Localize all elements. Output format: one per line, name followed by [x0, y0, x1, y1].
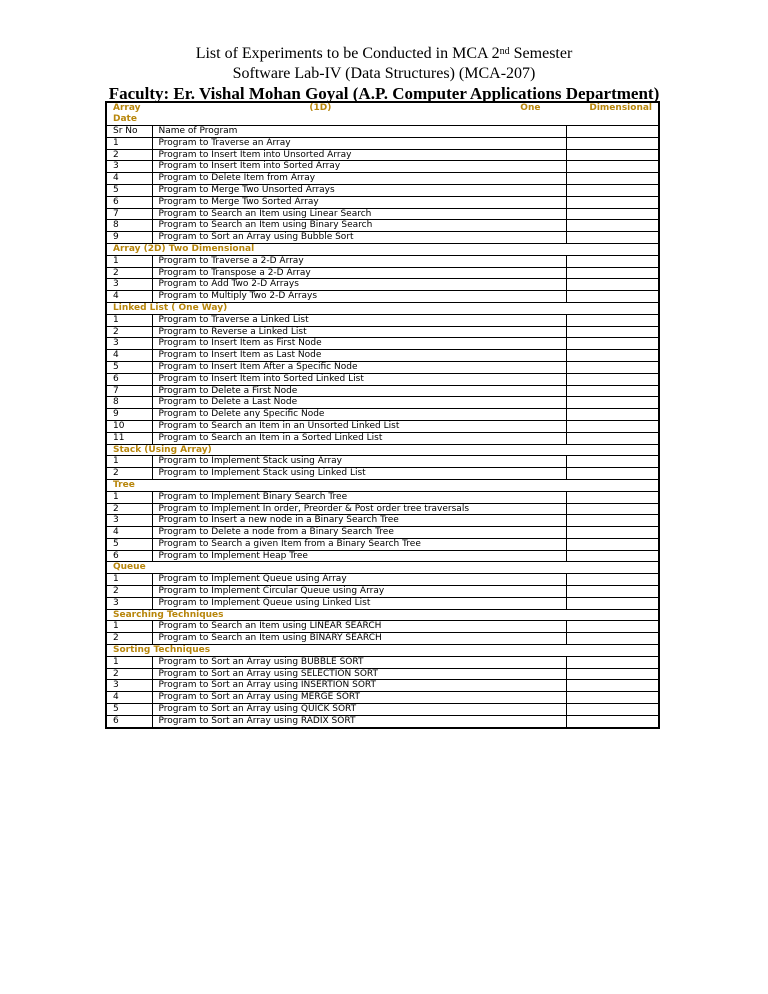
date-cell — [566, 361, 659, 373]
table-row — [106, 491, 659, 503]
table-row — [106, 173, 659, 185]
table-row — [106, 515, 659, 527]
program-name-cell: Program to Multiply Two 2-D Arrays — [152, 291, 566, 303]
table-row — [106, 397, 659, 409]
date-cell — [566, 656, 659, 668]
program-name-cell: Program to Delete Item from Array — [152, 173, 566, 185]
date-cell — [566, 550, 659, 562]
table-row — [106, 468, 659, 480]
sr-no-cell: 6 — [106, 373, 152, 385]
table-row — [106, 527, 659, 539]
sr-no-cell: 3 — [106, 279, 152, 291]
program-name-cell: Program to Search an Item using Linear Search — [152, 208, 566, 220]
section-title: Linked List ( One Way) — [106, 302, 659, 314]
program-name-cell: Program to Insert Item into Sorted Array — [152, 161, 566, 173]
section-title: Sorting Techniques — [106, 645, 659, 657]
table-row — [106, 267, 659, 279]
program-name-cell: Program to Search an Item in a Sorted Linked List — [152, 432, 566, 444]
date-cell — [566, 420, 659, 432]
column-header-name: Name of Program — [152, 126, 566, 138]
date-cell — [566, 373, 659, 385]
column-header-blank — [566, 126, 659, 138]
table-row — [106, 373, 659, 385]
date-cell — [566, 173, 659, 185]
title-line-3: Faculty: Er. Vishal Mohan Goyal (A.P. Computer Applications Department) — [108, 84, 660, 103]
sr-no-cell: 4 — [106, 173, 152, 185]
date-cell — [566, 267, 659, 279]
table-row — [106, 314, 659, 326]
table-row — [106, 161, 659, 173]
document-title — [0, 44, 768, 104]
section-header — [106, 479, 659, 491]
sr-no-cell: 10 — [106, 420, 152, 432]
program-name-cell: Program to Search a given Item from a Binary Search Tree — [152, 538, 566, 550]
sr-no-cell: 4 — [106, 291, 152, 303]
sr-no-cell: 2 — [106, 633, 152, 645]
date-cell — [566, 196, 659, 208]
sr-no-cell: 1 — [106, 621, 152, 633]
program-name-cell: Program to Delete a node from a Binary Search Tree — [152, 527, 566, 539]
date-cell — [566, 137, 659, 149]
table-row — [106, 621, 659, 633]
header-word-1d: (1D) — [309, 103, 332, 113]
sr-no-cell: 3 — [106, 597, 152, 609]
date-cell — [566, 291, 659, 303]
first-section-header — [106, 102, 659, 126]
sr-no-cell: 3 — [106, 680, 152, 692]
table-row — [106, 420, 659, 432]
table-row — [106, 279, 659, 291]
date-cell — [566, 432, 659, 444]
date-cell — [566, 456, 659, 468]
table-row — [106, 232, 659, 244]
sr-no-cell: 1 — [106, 456, 152, 468]
section-header — [106, 243, 659, 255]
sr-no-cell: 7 — [106, 208, 152, 220]
date-cell — [566, 208, 659, 220]
program-name-cell: Program to Implement Binary Search Tree — [152, 491, 566, 503]
table-row — [106, 680, 659, 692]
title-line-1: List of Experiments to be Conducted in MCA 2nd Semester — [195, 45, 573, 62]
table-row — [106, 291, 659, 303]
program-name-cell: Program to Sort an Array using SELECTION SORT — [152, 668, 566, 680]
table-row — [106, 503, 659, 515]
table-row — [106, 409, 659, 421]
program-name-cell: Program to Sort an Array using Bubble Sort — [152, 232, 566, 244]
date-cell — [566, 161, 659, 173]
sr-no-cell: 4 — [106, 692, 152, 704]
table-row — [106, 633, 659, 645]
sr-no-cell: 5 — [106, 704, 152, 716]
section-title: Array (2D) Two Dimensional — [106, 243, 659, 255]
date-cell — [566, 527, 659, 539]
program-name-cell: Program to Insert Item into Sorted Linked List — [152, 373, 566, 385]
sr-no-cell: 5 — [106, 361, 152, 373]
header-word-date: Date — [113, 114, 137, 124]
program-name-cell: Program to Search an Item using Binary Search — [152, 220, 566, 232]
date-cell — [566, 338, 659, 350]
date-cell — [566, 468, 659, 480]
date-cell — [566, 397, 659, 409]
table-row — [106, 456, 659, 468]
program-name-cell: Program to Traverse a Linked List — [152, 314, 566, 326]
date-cell — [566, 704, 659, 716]
date-cell — [566, 633, 659, 645]
sr-no-cell: 1 — [106, 656, 152, 668]
header-word-array: Array — [113, 103, 141, 113]
program-name-cell: Program to Insert Item After a Specific Node — [152, 361, 566, 373]
sr-no-cell: 6 — [106, 196, 152, 208]
sr-no-cell: 8 — [106, 220, 152, 232]
sr-no-cell: 2 — [106, 468, 152, 480]
sr-no-cell: 4 — [106, 527, 152, 539]
sr-no-cell: 3 — [106, 161, 152, 173]
date-cell — [566, 597, 659, 609]
date-cell — [566, 326, 659, 338]
date-cell — [566, 692, 659, 704]
program-name-cell: Program to Reverse a Linked List — [152, 326, 566, 338]
program-name-cell: Program to Delete a First Node — [152, 385, 566, 397]
program-name-cell: Program to Transpose a 2-D Array — [152, 267, 566, 279]
sr-no-cell: 2 — [106, 149, 152, 161]
program-name-cell: Program to Search an Item in an Unsorted Linked List — [152, 420, 566, 432]
date-cell — [566, 149, 659, 161]
column-header-row — [106, 126, 659, 138]
program-name-cell: Program to Sort an Array using BUBBLE SORT — [152, 656, 566, 668]
table-row — [106, 220, 659, 232]
section-title: Searching Techniques — [106, 609, 659, 621]
table-row — [106, 715, 659, 727]
section-title: Tree — [106, 479, 659, 491]
program-name-cell: Program to Sort an Array using MERGE SORT — [152, 692, 566, 704]
program-name-cell: Program to Implement Queue using Linked List — [152, 597, 566, 609]
table-row — [106, 586, 659, 598]
date-cell — [566, 574, 659, 586]
date-cell — [566, 515, 659, 527]
program-name-cell: Program to Search an Item using LINEAR SEARCH — [152, 621, 566, 633]
program-name-cell: Program to Insert Item into Unsorted Array — [152, 149, 566, 161]
table-row — [106, 361, 659, 373]
sr-no-cell: 2 — [106, 586, 152, 598]
table-row — [106, 692, 659, 704]
section-title: Queue — [106, 562, 659, 574]
program-name-cell: Program to Sort an Array using QUICK SORT — [152, 704, 566, 716]
sr-no-cell: 3 — [106, 338, 152, 350]
title-line-2: Software Lab-IV (Data Structures) (MCA-207) — [232, 65, 536, 82]
date-cell — [566, 232, 659, 244]
table-row — [106, 255, 659, 267]
program-name-cell: Program to Implement Heap Tree — [152, 550, 566, 562]
table-row — [106, 208, 659, 220]
sr-no-cell: 5 — [106, 538, 152, 550]
header-word-one: One — [520, 103, 541, 113]
table-row — [106, 137, 659, 149]
sr-no-cell: 7 — [106, 385, 152, 397]
sr-no-cell: 2 — [106, 326, 152, 338]
program-name-cell: Program to Implement Circular Queue using Array — [152, 586, 566, 598]
sr-no-cell: 2 — [106, 503, 152, 515]
table-row — [106, 350, 659, 362]
sr-no-cell: 2 — [106, 267, 152, 279]
sr-no-cell: 6 — [106, 550, 152, 562]
section-title: Stack (Using Array) — [106, 444, 659, 456]
date-cell — [566, 491, 659, 503]
sr-no-cell: 11 — [106, 432, 152, 444]
sr-no-cell: 1 — [106, 314, 152, 326]
program-name-cell: Program to Traverse an Array — [152, 137, 566, 149]
section-header — [106, 302, 659, 314]
program-name-cell: Program to Delete a Last Node — [152, 397, 566, 409]
table-row — [106, 668, 659, 680]
date-cell — [566, 279, 659, 291]
date-cell — [566, 503, 659, 515]
program-name-cell: Program to Implement In order, Preorder & Post order tree traversals — [152, 503, 566, 515]
date-cell — [566, 680, 659, 692]
program-name-cell: Program to Merge Two Unsorted Arrays — [152, 184, 566, 196]
section-header — [106, 562, 659, 574]
sr-no-cell: 3 — [106, 515, 152, 527]
program-name-cell: Program to Search an Item using BINARY SEARCH — [152, 633, 566, 645]
program-name-cell: Program to Sort an Array using INSERTION SORT — [152, 680, 566, 692]
date-cell — [566, 220, 659, 232]
table-row — [106, 550, 659, 562]
program-name-cell: Program to Sort an Array using RADIX SORT — [152, 715, 566, 727]
header-word-dimensional: Dimensional — [589, 103, 653, 113]
sr-no-cell: 9 — [106, 409, 152, 421]
date-cell — [566, 621, 659, 633]
date-cell — [566, 715, 659, 727]
section-header — [106, 444, 659, 456]
program-name-cell: Program to Implement Stack using Array — [152, 456, 566, 468]
program-name-cell: Program to Implement Stack using Linked List — [152, 468, 566, 480]
date-cell — [566, 255, 659, 267]
program-name-cell: Program to Merge Two Sorted Array — [152, 196, 566, 208]
date-cell — [566, 586, 659, 598]
sr-no-cell: 1 — [106, 137, 152, 149]
table-row — [106, 149, 659, 161]
date-cell — [566, 350, 659, 362]
column-header-srno: Sr No — [106, 126, 152, 138]
date-cell — [566, 314, 659, 326]
sr-no-cell: 4 — [106, 350, 152, 362]
table-row — [106, 338, 659, 350]
section-header — [106, 645, 659, 657]
table-row — [106, 196, 659, 208]
sr-no-cell: 6 — [106, 715, 152, 727]
sr-no-cell: 9 — [106, 232, 152, 244]
section-header — [106, 609, 659, 621]
sr-no-cell: 8 — [106, 397, 152, 409]
date-cell — [566, 538, 659, 550]
table-row — [106, 574, 659, 586]
table-row — [106, 184, 659, 196]
date-cell — [566, 409, 659, 421]
table-row — [106, 385, 659, 397]
program-name-cell: Program to Insert Item as Last Node — [152, 350, 566, 362]
sr-no-cell: 2 — [106, 668, 152, 680]
table-row — [106, 538, 659, 550]
table-row — [106, 656, 659, 668]
date-cell — [566, 385, 659, 397]
program-name-cell: Program to Insert a new node in a Binary Search Tree — [152, 515, 566, 527]
table-row — [106, 704, 659, 716]
program-name-cell: Program to Implement Queue using Array — [152, 574, 566, 586]
sr-no-cell: 1 — [106, 574, 152, 586]
table-row — [106, 597, 659, 609]
table-row — [106, 326, 659, 338]
sr-no-cell: 5 — [106, 184, 152, 196]
date-cell — [566, 184, 659, 196]
program-name-cell: Program to Insert Item as First Node — [152, 338, 566, 350]
sr-no-cell: 1 — [106, 255, 152, 267]
program-name-cell: Program to Delete any Specific Node — [152, 409, 566, 421]
table-row — [106, 432, 659, 444]
experiments-table — [105, 101, 660, 729]
program-name-cell: Program to Add Two 2-D Arrays — [152, 279, 566, 291]
date-cell — [566, 668, 659, 680]
sr-no-cell: 1 — [106, 491, 152, 503]
program-name-cell: Program to Traverse a 2-D Array — [152, 255, 566, 267]
